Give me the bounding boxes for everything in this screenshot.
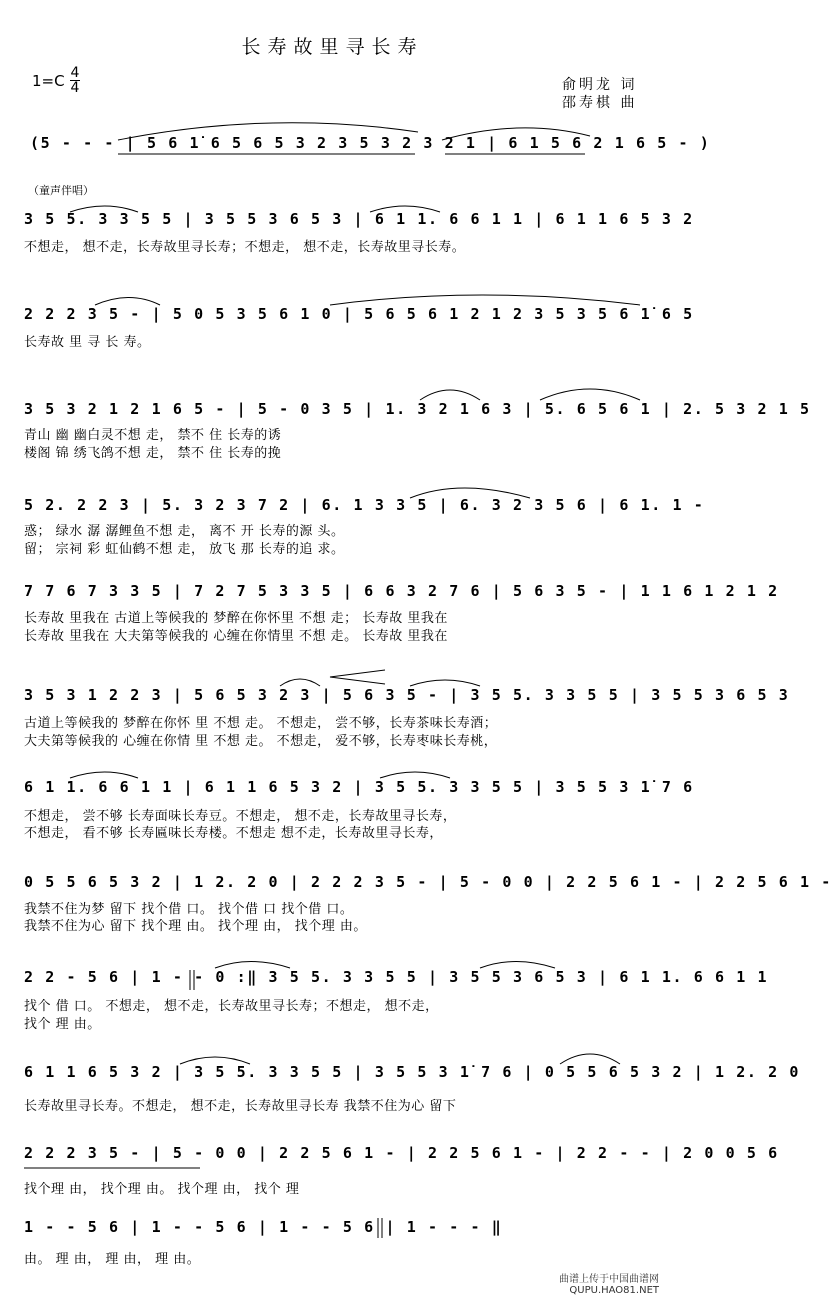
slur-arc	[420, 390, 480, 400]
crescendo-mark	[330, 670, 385, 684]
music-line-6: 7 7 6 7 3 3 5 | 7 2 7 5 3 3 5 | 6 6 3 2 7 6 | 5 6 3 5 - | 1 1 6 1 2 1 2	[24, 582, 779, 600]
music-line-13: 1 - - 5 6 | 1 - - 5 6 | 1 - - 5 6 | 1 - - - ‖	[24, 1218, 503, 1236]
music-line-2: 3 5 5. 3 3 5 5 | 3 5 5 3 6 5 3 | 6 1 1. 6 6 1 1 | 6 1 1 6 5 3 2	[24, 210, 694, 228]
watermark-footer: 曲谱上传于中国曲谱网 QUPU.HAO81.NET	[559, 1274, 659, 1296]
children-chorus-note: （童声伴唱）	[28, 184, 94, 197]
lyric-line-10b: 找个 理 由。	[24, 1017, 101, 1032]
lyric-line-3a: 长寿故 里 寻 长 寿。	[24, 335, 151, 350]
lyric-line-10a: 找个 借 口。 不想走， 想不走，长寿故里寻长寿；不想走， 想不走，	[24, 999, 439, 1014]
lyric-line-13a: 由。 理 由， 理 由， 理 由。	[24, 1252, 201, 1267]
music-line-9: 0 5 5 6 5 3 2 | 1 2. 2 0 | 2 2 2 3 5 - | 5 - 0 0 | 2 2 5 6 1 - | 2 2 5 6 1 -	[24, 873, 832, 891]
lyric-line-5b: 留； 宗祠 彩 虹仙鹤不想 走， 放飞 那 长寿的追 求。	[24, 542, 345, 557]
lyricist-credit: 俞明龙 词	[562, 77, 638, 93]
music-line-8: 6 1 1. 6 6 1 1 | 6 1 1 6 5 3 2 | 3 5 5. 3 3 5 5 | 3 5 5 3 1̇ 7 6	[24, 778, 694, 796]
music-line-4: 3 5 3 2 1 2 1 6 5 - | 5 - 0 3 5 | 1. 3 2 1 6 3 | 5. 6 5 6 1 | 2. 5 3 2 1 5	[24, 400, 811, 418]
music-line-10: 2 2 - 5 6 | 1 - - 0 :‖ 3 5 5. 3 3 5 5 | 3 5 5 3 6 5 3 | 6 1 1. 6 6 1 1	[24, 968, 769, 986]
lyric-line-9a: 我禁不住为梦 留下 找个借 口。 找个借 口 找个借 口。	[24, 902, 354, 917]
slur-arc	[95, 298, 160, 306]
lyric-line-8b: 不想走， 看不够 长寿匾味长寿楼。不想走 想不走，长寿故里寻长寿，	[24, 826, 443, 841]
lyric-line-5a: 惑； 绿水 潺 潺鲤鱼不想 走， 离不 开 长寿的源 头。	[24, 524, 345, 539]
time-signature: 4 4	[70, 65, 80, 96]
slur-arc	[540, 389, 640, 400]
music-line-3: 2 2 2 3 5 - | 5 0 5 3 5 6 1 0 | 5 6 5 6 1 2 1 2 3 5 3 5 6 1̇ 6 5	[24, 305, 694, 323]
lyric-line-11a: 长寿故里寻长寿。不想走， 想不走，长寿故里寻长寿 我禁不住为心 留下	[24, 1099, 457, 1114]
music-line-11: 6 1 1 6 5 3 2 | 3 5 5. 3 3 5 5 | 3 5 5 3 1̇ 7 6 | 0 5 5 6 5 3 2 | 1 2. 2 0	[24, 1063, 801, 1081]
lyric-line-4a: 青山 幽 幽白灵不想 走， 禁不 住 长寿的诱	[24, 428, 282, 443]
slur-arc	[280, 679, 320, 686]
lyric-line-8a: 不想走， 尝不够 长寿面味长寿豆。不想走， 想不走，长寿故里寻长寿，	[24, 809, 457, 824]
lyric-line-6b: 长寿故 里我在 大夫第等候我的 心缠在你情里 不想 走。 长寿故 里我在	[24, 629, 448, 644]
music-line-7: 3 5 3 1 2 2 3 | 5 6 5 3 2 3 | 5 6 3 5 - | 3 5 5. 3 3 5 5 | 3 5 5 3 6 5 3	[24, 686, 790, 704]
slur-arc	[330, 295, 640, 305]
lyric-line-9b: 我禁不住为心 留下 找个理 由。 找个理 由， 找个理 由。	[24, 919, 367, 934]
lyric-line-12a: 找个理 由， 找个理 由。 找个理 由， 找个 理	[24, 1182, 300, 1197]
key-signature: 1=C	[32, 72, 65, 90]
lyric-line-7a: 古道上等候我的 梦醉在你怀 里 不想 走。 不想走， 尝不够，长寿茶味长寿酒；	[24, 716, 498, 731]
page-title: 长寿故里寻长寿	[241, 36, 424, 58]
lyric-line-6a: 长寿故 里我在 古道上等候我的 梦醉在你怀里 不想 走； 长寿故 里我在	[24, 611, 448, 626]
lyric-line-4b: 楼阁 锦 绣飞鸽不想 走， 禁不 住 长寿的挽	[24, 446, 282, 461]
music-line-5: 5 2. 2 2 3 | 5. 3 2 3 7 2 | 6. 1 3 3 5 | 6. 3 2 3 5 6 | 6 1. 1 -	[24, 496, 705, 514]
lyric-line-7b: 大夫第等候我的 心缠在你情 里 不想 走。 不想走， 爱不够，长寿枣味长寿桃，	[24, 734, 498, 749]
composer-credit: 邵寿棋 曲	[562, 95, 638, 111]
music-line-12: 2 2 2 3 5 - | 5 - 0 0 | 2 2 5 6 1 - | 2 2 5 6 1 - | 2 2 - - | 2 0 0 5 6	[24, 1144, 779, 1162]
lyric-line-2a: 不想走， 想不走，长寿故里寻长寿；不想走， 想不走，长寿故里寻长寿。	[24, 240, 466, 255]
music-line-1: (5 - - - | 5 6 1̇ 6 5 6 5 3 2 3 5 3 2 3 2 1 | 6 1 5 6 2 1 6 5 - )	[30, 134, 711, 152]
